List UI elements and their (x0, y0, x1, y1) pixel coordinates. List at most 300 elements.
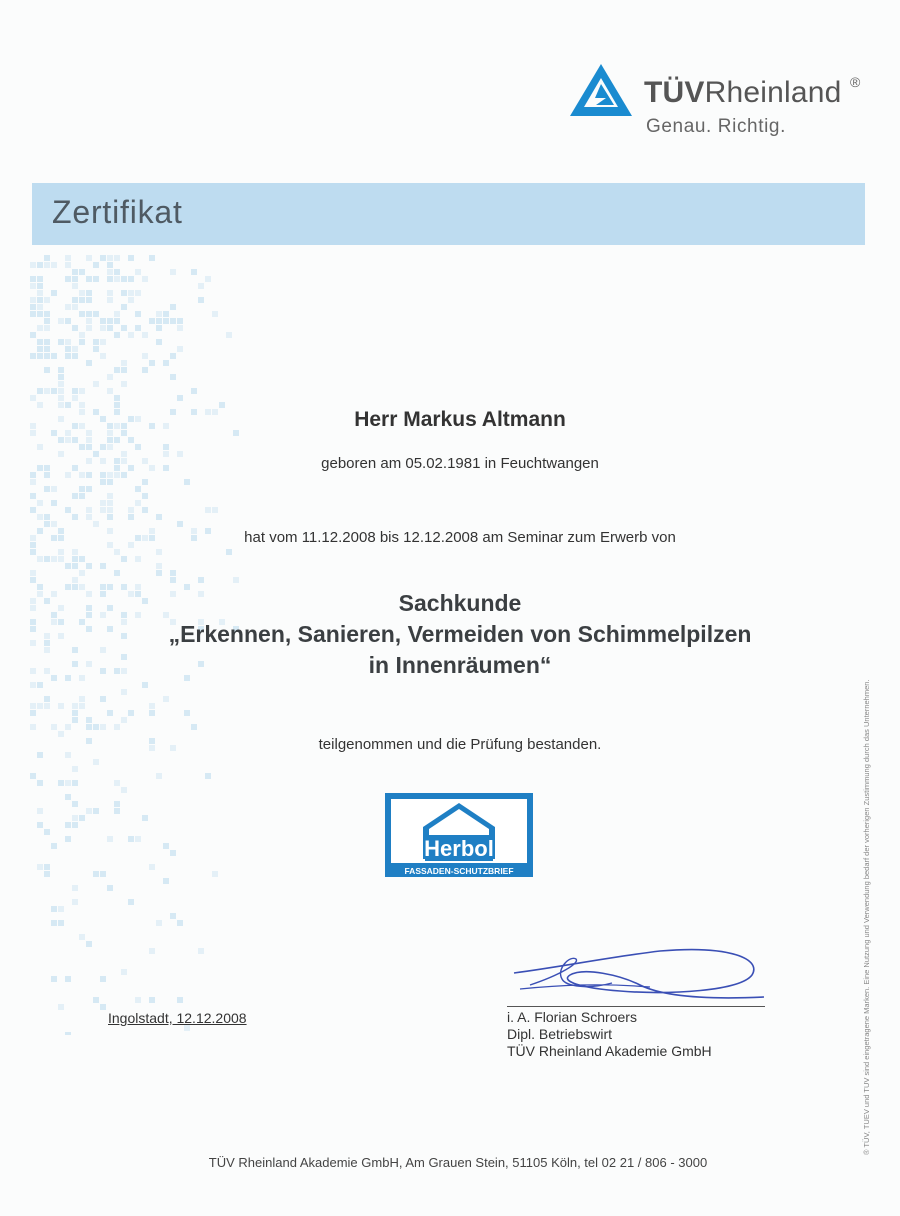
pattern-pixel (156, 311, 162, 317)
pattern-pixel (79, 332, 85, 338)
pattern-pixel (107, 262, 113, 268)
pattern-pixel (30, 549, 36, 555)
pattern-pixel (86, 325, 92, 331)
pattern-pixel (142, 353, 148, 359)
pattern-pixel (149, 948, 155, 954)
pattern-pixel (86, 486, 92, 492)
pattern-pixel (156, 563, 162, 569)
pattern-pixel (100, 507, 106, 513)
pattern-pixel (177, 318, 183, 324)
pattern-pixel (79, 339, 85, 345)
pattern-pixel (170, 577, 176, 583)
signer-name: i. A. Florian Schroers (507, 1009, 637, 1025)
pattern-pixel (79, 570, 85, 576)
pattern-pixel (30, 297, 36, 303)
course-line-3: in Innenräumen“ (368, 652, 552, 678)
pattern-pixel (156, 325, 162, 331)
pattern-pixel (44, 318, 50, 324)
pattern-pixel (142, 367, 148, 373)
pattern-pixel (37, 500, 43, 506)
pattern-pixel (121, 689, 127, 695)
pattern-pixel (156, 570, 162, 576)
pattern-pixel (58, 339, 64, 345)
pattern-pixel (128, 836, 134, 842)
pattern-pixel (65, 507, 71, 513)
pattern-pixel (107, 500, 113, 506)
pattern-pixel (79, 493, 85, 499)
pattern-pixel (212, 871, 218, 877)
pattern-pixel (170, 304, 176, 310)
pattern-pixel (37, 444, 43, 450)
pattern-pixel (30, 479, 36, 485)
pattern-pixel (107, 318, 113, 324)
pattern-pixel (37, 780, 43, 786)
pattern-pixel (142, 682, 148, 688)
pattern-pixel (44, 556, 50, 562)
pattern-pixel (51, 976, 57, 982)
pattern-pixel (30, 353, 36, 359)
pattern-pixel (93, 997, 99, 1003)
pattern-pixel (93, 311, 99, 317)
pattern-pixel (100, 479, 106, 485)
course-title (10, 588, 900, 681)
pattern-pixel (44, 521, 50, 527)
logo-tagline: Genau. Richtig. (646, 116, 786, 137)
pattern-pixel (79, 444, 85, 450)
pattern-pixel (107, 479, 113, 485)
pattern-pixel (100, 255, 106, 261)
pattern-pixel (51, 388, 57, 394)
pattern-pixel (79, 696, 85, 702)
pattern-pixel (205, 276, 211, 282)
exam-passed: teilgenommen und die Prüfung bestanden. (318, 736, 602, 753)
pattern-pixel (72, 388, 78, 394)
pattern-pixel (86, 318, 92, 324)
pattern-pixel (100, 696, 106, 702)
pattern-pixel (37, 346, 43, 352)
pattern-pixel (198, 948, 204, 954)
pattern-pixel (72, 710, 78, 716)
pattern-pixel (128, 710, 134, 716)
pattern-pixel (135, 269, 141, 275)
pattern-pixel (198, 577, 204, 583)
pattern-pixel (65, 472, 71, 478)
pattern-pixel (86, 437, 92, 443)
pattern-pixel (100, 353, 106, 359)
pattern-pixel (37, 262, 43, 268)
pattern-pixel (44, 514, 50, 520)
pattern-pixel (44, 829, 50, 835)
pattern-pixel (135, 500, 141, 506)
pattern-pixel (163, 360, 169, 366)
pattern-pixel (191, 388, 197, 394)
pattern-pixel (177, 395, 183, 401)
seminar-info: hat vom 11.12.2008 bis 12.12.2008 am Seminar zum Erwerb von (244, 529, 676, 546)
pattern-pixel (37, 822, 43, 828)
pattern-pixel (191, 269, 197, 275)
pattern-pixel (58, 549, 64, 555)
pattern-pixel (135, 836, 141, 842)
pattern-pixel (37, 339, 43, 345)
pattern-pixel (142, 493, 148, 499)
pattern-pixel (170, 353, 176, 359)
pattern-pixel (51, 556, 57, 562)
pattern-pixel (177, 920, 183, 926)
pattern-pixel (177, 325, 183, 331)
triangle-logo-icon (568, 62, 634, 118)
pattern-pixel (37, 864, 43, 870)
pattern-pixel (156, 549, 162, 555)
pattern-pixel (114, 808, 120, 814)
pattern-pixel (121, 360, 127, 366)
pattern-pixel (51, 290, 57, 296)
pattern-pixel (79, 311, 85, 317)
pattern-pixel (37, 388, 43, 394)
pattern-pixel (30, 311, 36, 317)
pattern-pixel (37, 353, 43, 359)
pattern-pixel (100, 325, 106, 331)
herbol-name: Herbol (424, 836, 494, 861)
pattern-pixel (135, 311, 141, 317)
pattern-pixel (86, 724, 92, 730)
pattern-pixel (128, 297, 134, 303)
pattern-pixel (44, 864, 50, 870)
pattern-pixel (58, 920, 64, 926)
pattern-pixel (212, 507, 218, 513)
pattern-pixel (142, 815, 148, 821)
pattern-pixel (79, 290, 85, 296)
pattern-pixel (86, 472, 92, 478)
pattern-pixel (86, 717, 92, 723)
pattern-pixel (72, 493, 78, 499)
pattern-pixel (121, 381, 127, 387)
pattern-pixel (135, 325, 141, 331)
pattern-pixel (51, 353, 57, 359)
pattern-pixel (156, 339, 162, 345)
pattern-pixel (114, 780, 120, 786)
pattern-pixel (149, 997, 155, 1003)
pattern-pixel (65, 794, 71, 800)
pattern-pixel (72, 304, 78, 310)
pattern-pixel (51, 906, 57, 912)
pattern-pixel (51, 262, 57, 268)
pattern-pixel (107, 836, 113, 842)
registered-mark: ® (850, 74, 861, 90)
pattern-pixel (100, 472, 106, 478)
pattern-pixel (107, 388, 113, 394)
pattern-pixel (30, 276, 36, 282)
pattern-pixel (58, 367, 64, 373)
pattern-pixel (30, 682, 36, 688)
pattern-pixel (58, 556, 64, 562)
pattern-pixel (149, 360, 155, 366)
pattern-pixel (86, 276, 92, 282)
pattern-pixel (184, 710, 190, 716)
pattern-pixel (72, 780, 78, 786)
pattern-pixel (135, 444, 141, 450)
pattern-pixel (30, 710, 36, 716)
pattern-pixel (114, 437, 120, 443)
pattern-pixel (30, 773, 36, 779)
pattern-pixel (65, 339, 71, 345)
pattern-pixel (65, 262, 71, 268)
tuv-rheinland-logo (568, 62, 878, 142)
pattern-pixel (79, 472, 85, 478)
pattern-pixel (205, 773, 211, 779)
pattern-pixel (93, 276, 99, 282)
pattern-pixel (107, 507, 113, 513)
pattern-pixel (156, 514, 162, 520)
pattern-pixel (86, 311, 92, 317)
pattern-pixel (107, 325, 113, 331)
pattern-pixel (93, 521, 99, 527)
pattern-pixel (135, 997, 141, 1003)
pattern-pixel (114, 724, 120, 730)
pattern-pixel (58, 1004, 64, 1010)
pattern-pixel (44, 346, 50, 352)
pattern-pixel (30, 703, 36, 709)
pattern-pixel (72, 325, 78, 331)
pattern-pixel (86, 507, 92, 513)
pattern-pixel (58, 437, 64, 443)
pattern-pixel (30, 283, 36, 289)
pattern-pixel (65, 1032, 71, 1035)
pattern-pixel (44, 353, 50, 359)
pattern-pixel (128, 899, 134, 905)
pattern-pixel (170, 374, 176, 380)
pattern-pixel (44, 367, 50, 373)
pattern-pixel (107, 444, 113, 450)
pattern-pixel (51, 521, 57, 527)
pattern-pixel (170, 850, 176, 856)
pattern-pixel (37, 290, 43, 296)
pattern-pixel (142, 332, 148, 338)
pattern-pixel (191, 724, 197, 730)
pattern-pixel (142, 276, 148, 282)
logo-brand-name: TÜVRheinland (644, 76, 842, 109)
pattern-pixel (79, 388, 85, 394)
pattern-pixel (212, 311, 218, 317)
herbol-subtitle: FASSADEN-SCHUTZBRIEF (404, 866, 514, 876)
signer-organization: TÜV Rheinland Akademie GmbH (507, 1043, 712, 1059)
pattern-pixel (37, 682, 43, 688)
pattern-pixel (72, 563, 78, 569)
pattern-pixel (30, 570, 36, 576)
pattern-pixel (170, 318, 176, 324)
pattern-pixel (65, 353, 71, 359)
pattern-pixel (107, 374, 113, 380)
pattern-pixel (114, 570, 120, 576)
pattern-pixel (114, 801, 120, 807)
pattern-pixel (65, 780, 71, 786)
pattern-pixel (226, 332, 232, 338)
pattern-pixel (121, 367, 127, 373)
pattern-pixel (163, 696, 169, 702)
pattern-pixel (79, 297, 85, 303)
pattern-pixel (177, 346, 183, 352)
pattern-pixel (93, 759, 99, 765)
pattern-pixel (107, 514, 113, 520)
pattern-pixel (93, 871, 99, 877)
pattern-pixel (72, 577, 78, 583)
pattern-pixel (163, 311, 169, 317)
pattern-pixel (114, 332, 120, 338)
pattern-pixel (93, 339, 99, 345)
pattern-pixel (114, 311, 120, 317)
trademark-note: ® TÜV, TUEV und TUV sind eingetragene Marken. Eine Nutzung und Verwendung bedarf der vorherigen Zustimmung durch das Unternehmen. (862, 679, 871, 1155)
pattern-pixel (37, 514, 43, 520)
pattern-pixel (37, 304, 43, 310)
pattern-pixel (51, 843, 57, 849)
pattern-pixel (44, 388, 50, 394)
pattern-pixel (93, 808, 99, 814)
page-title: Zertifikat (52, 194, 183, 230)
pattern-pixel (128, 332, 134, 338)
pattern-pixel (163, 878, 169, 884)
pattern-pixel (72, 283, 78, 289)
pattern-pixel (79, 269, 85, 275)
pattern-pixel (156, 773, 162, 779)
pattern-pixel (93, 262, 99, 268)
pattern-pixel (44, 262, 50, 268)
title-band (32, 183, 865, 245)
pattern-pixel (44, 339, 50, 345)
pattern-pixel (86, 255, 92, 261)
pattern-pixel (72, 297, 78, 303)
pattern-pixel (58, 381, 64, 387)
pattern-pixel (79, 556, 85, 562)
pattern-pixel (72, 766, 78, 772)
pattern-pixel (198, 283, 204, 289)
pattern-pixel (65, 836, 71, 842)
pattern-pixel (58, 374, 64, 380)
pattern-pixel (72, 885, 78, 891)
pattern-pixel (135, 556, 141, 562)
herbol-logo (385, 793, 533, 877)
pattern-pixel (128, 255, 134, 261)
pattern-pixel (170, 269, 176, 275)
pattern-pixel (44, 696, 50, 702)
pattern-pixel (65, 318, 71, 324)
pattern-pixel (44, 311, 50, 317)
place-and-date: Ingolstadt, 12.12.2008 (108, 1010, 247, 1026)
pattern-pixel (44, 297, 50, 303)
pattern-pixel (86, 563, 92, 569)
pattern-pixel (107, 472, 113, 478)
pattern-pixel (170, 570, 176, 576)
pattern-pixel (37, 808, 43, 814)
signer-block (507, 1009, 712, 1060)
pattern-pixel (128, 290, 134, 296)
pattern-pixel (37, 556, 43, 562)
pattern-pixel (226, 549, 232, 555)
pattern-pixel (44, 871, 50, 877)
pattern-pixel (58, 318, 64, 324)
pattern-pixel (72, 346, 78, 352)
pattern-pixel (100, 318, 106, 324)
pattern-pixel (93, 724, 99, 730)
pattern-pixel (37, 325, 43, 331)
pattern-pixel (114, 472, 120, 478)
pattern-pixel (51, 724, 57, 730)
pattern-pixel (107, 290, 113, 296)
pattern-pixel (121, 304, 127, 310)
pattern-pixel (114, 367, 120, 373)
pattern-pixel (65, 563, 71, 569)
pattern-pixel (30, 507, 36, 513)
pattern-pixel (72, 717, 78, 723)
pattern-pixel (100, 871, 106, 877)
pattern-pixel (72, 514, 78, 520)
pattern-pixel (37, 276, 43, 282)
pattern-pixel (65, 346, 71, 352)
pattern-pixel (163, 843, 169, 849)
pattern-pixel (100, 563, 106, 569)
pattern-pixel (163, 444, 169, 450)
pattern-pixel (72, 353, 78, 359)
pattern-pixel (142, 507, 148, 513)
pattern-pixel (72, 815, 78, 821)
pattern-pixel (100, 976, 106, 982)
pattern-pixel (79, 934, 85, 940)
pattern-pixel (79, 815, 85, 821)
pattern-pixel (128, 514, 134, 520)
pattern-pixel (128, 276, 134, 282)
footer-address: TÜV Rheinland Akademie GmbH, Am Grauen Stein, 51105 Köln, tel 02 21 / 806 - 3000 (208, 1155, 708, 1170)
pattern-pixel (65, 304, 71, 310)
pattern-pixel (93, 381, 99, 387)
pattern-pixel (107, 269, 113, 275)
pattern-pixel (65, 724, 71, 730)
birth-info: geboren am 05.02.1981 in Feuchtwangen (321, 455, 599, 472)
pattern-pixel (86, 941, 92, 947)
pattern-pixel (30, 395, 36, 401)
course-line-2: „Erkennen, Sanieren, Vermeiden von Schimmelpilzen (168, 621, 752, 647)
pattern-pixel (177, 521, 183, 527)
pattern-pixel (100, 444, 106, 450)
pattern-pixel (30, 577, 36, 583)
pattern-pixel (86, 360, 92, 366)
signer-title: Dipl. Betriebswirt (507, 1026, 613, 1042)
pattern-pixel (37, 297, 43, 303)
pattern-pixel (100, 500, 106, 506)
pattern-pixel (114, 276, 120, 282)
pattern-pixel (65, 822, 71, 828)
pattern-pixel (114, 269, 120, 275)
pattern-pixel (107, 885, 113, 891)
pattern-pixel (156, 920, 162, 926)
pattern-pixel (114, 255, 120, 261)
pattern-pixel (107, 255, 113, 261)
pattern-pixel (72, 437, 78, 443)
pattern-pixel (65, 276, 71, 282)
pattern-pixel (135, 290, 141, 296)
pattern-pixel (58, 395, 64, 401)
pattern-pixel (149, 710, 155, 716)
pattern-pixel (72, 556, 78, 562)
pattern-pixel (184, 479, 190, 485)
pattern-pixel (149, 703, 155, 709)
pattern-pixel (72, 549, 78, 555)
pattern-pixel (114, 318, 120, 324)
pattern-pixel (30, 472, 36, 478)
pattern-pixel (37, 283, 43, 289)
pattern-pixel (86, 514, 92, 520)
pattern-pixel (107, 276, 113, 282)
course-line-1: Sachkunde (398, 590, 522, 616)
pattern-pixel (107, 297, 113, 303)
pattern-pixel (58, 703, 64, 709)
